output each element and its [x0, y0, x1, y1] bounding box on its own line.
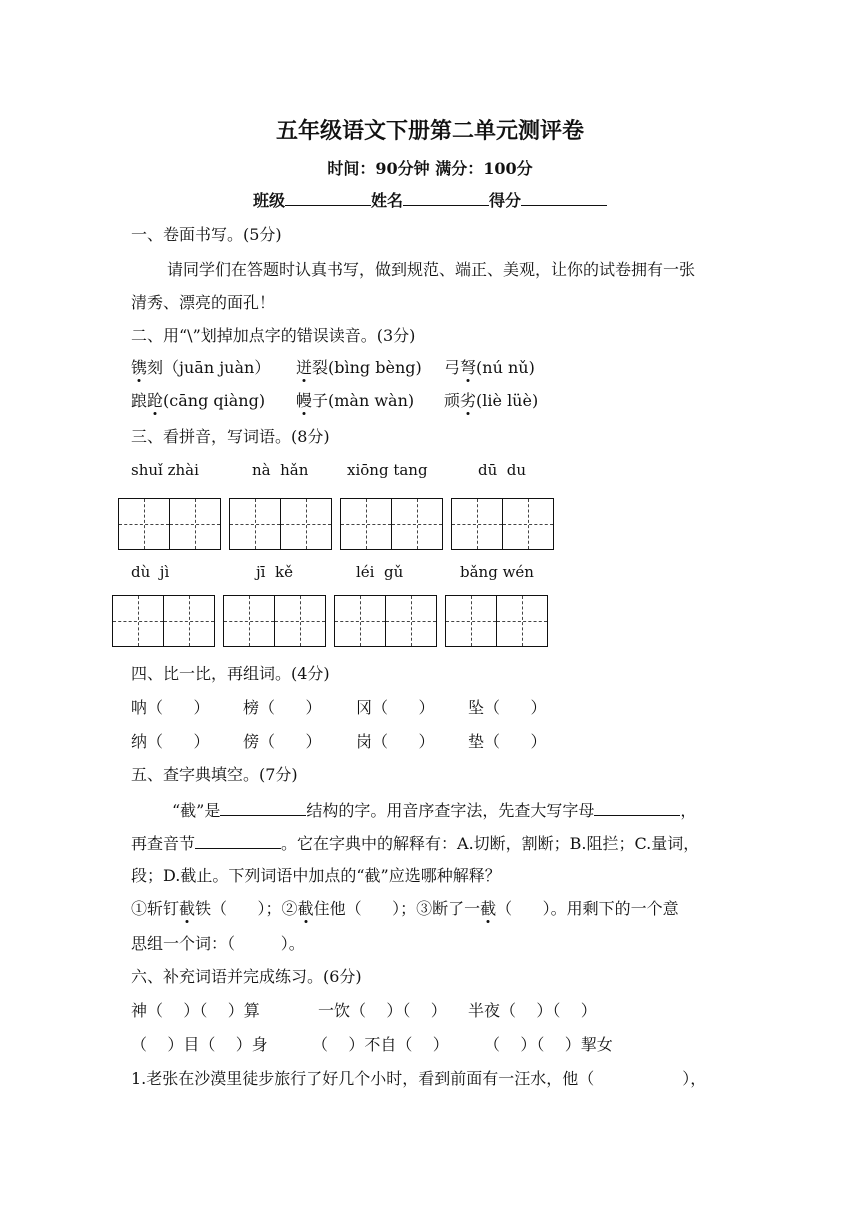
- score-label: 得分: [489, 191, 522, 210]
- writing-grid[interactable]: [340, 498, 443, 550]
- compare-item: 傍（ ）: [243, 732, 322, 751]
- pinyin-label: léi gǔ: [356, 563, 404, 581]
- section-5-heading: 五、查字典填空。(7分): [131, 765, 298, 784]
- section-1-heading: 一、卷面书写。(5分): [131, 225, 282, 244]
- pinyin-item: 迸裂(bìng bèng): [296, 358, 422, 377]
- section-6-heading: 六、补充词语并完成练习。(6分): [131, 967, 362, 986]
- pinyin-label: xiōng tang: [347, 461, 428, 479]
- letter-blank[interactable]: [594, 799, 680, 816]
- compare-item: 呐（ ）: [131, 698, 210, 717]
- name-blank[interactable]: [403, 189, 489, 206]
- pinyin-item: 弓弩(nú nǔ): [444, 358, 535, 377]
- idiom-item: 半夜（ ）（ ）: [468, 1001, 597, 1020]
- writing-grid[interactable]: [334, 595, 437, 647]
- pinyin-label: dù jì: [131, 563, 170, 581]
- question-1: 1.老张在沙漠里徒步旅行了好几个小时，看到前面有一汪水，他（ ），: [131, 1069, 707, 1088]
- idiom-item: （ ）不自（ ）: [312, 1035, 449, 1054]
- writing-grid[interactable]: [445, 595, 548, 647]
- pinyin-item: 踉跄(cāng qiàng): [131, 391, 266, 410]
- pinyin-label: shuǐ zhài: [131, 461, 199, 479]
- student-info-line: [0, 188, 860, 211]
- idiom-item: 一饮（ ）（ ）: [318, 1001, 447, 1020]
- pinyin-label: bǎng wén: [460, 563, 534, 581]
- compare-item: 榜（ ）: [243, 698, 322, 717]
- writing-grid[interactable]: [451, 498, 554, 550]
- idiom-item: （ ）目（ ）身: [131, 1035, 268, 1054]
- pinyin-label: dū du: [478, 461, 527, 479]
- writing-grid[interactable]: [223, 595, 326, 647]
- writing-grid[interactable]: [229, 498, 332, 550]
- compare-item: 垫（ ）: [468, 732, 547, 751]
- class-label: 班级: [252, 191, 285, 210]
- compare-item: 纳（ ）: [131, 732, 210, 751]
- dictionary-line-4: ①斩钉截铁（ ）；②截住他（ ）；③断了一截（ ）。用剩下的一个意: [131, 899, 679, 918]
- dictionary-line-5: 思组一个词：（ ）。: [131, 934, 305, 953]
- syllable-blank[interactable]: [195, 832, 281, 849]
- dictionary-line-2: 再查音节 。它在字典中的解释有：A.切断，割断；B.阻拦；C.量词，: [131, 834, 700, 853]
- name-label: 姓名: [370, 191, 403, 210]
- compare-item: 冈（ ）: [356, 698, 435, 717]
- dictionary-line-1: “截”是 结构的字。用音序查字法，先查大写字母 ，: [172, 801, 697, 820]
- pinyin-label: jī kě: [256, 563, 293, 581]
- pinyin-item: 幔子(màn wàn): [296, 391, 415, 410]
- compare-item: 岗（ ）: [356, 732, 435, 751]
- exam-subtitle: 时间：90分钟 满分：100分: [327, 159, 533, 178]
- writing-grid[interactable]: [118, 498, 221, 550]
- score-blank[interactable]: [521, 189, 607, 206]
- idiom-item: 神（ ）（ ）算: [131, 1001, 260, 1020]
- dictionary-line-3: 段；D.截止。下列词语中加点的“截”应选哪种解释？: [131, 866, 501, 885]
- pinyin-item: 镌刻（juān juàn）: [131, 358, 271, 377]
- class-blank[interactable]: [285, 189, 371, 206]
- page-title: 五年级语文下册第二单元测评卷: [275, 118, 584, 144]
- pinyin-item: 顽劣(liè lüè): [444, 391, 539, 410]
- section-2-heading: 二、用“\”划掉加点字的错误读音。(3分): [131, 326, 416, 345]
- section-3-heading: 三、看拼音，写词语。(8分): [131, 427, 330, 446]
- pinyin-label: nà hǎn: [252, 461, 309, 479]
- idiom-item: （ ）（ ）挈女: [484, 1035, 613, 1054]
- structure-blank[interactable]: [220, 799, 306, 816]
- section-1-paragraph-2: 清秀、漂亮的面孔！: [131, 293, 276, 312]
- section-4-heading: 四、比一比，再组词。(4分): [131, 664, 330, 683]
- writing-grid[interactable]: [112, 595, 215, 647]
- section-1-paragraph-1: 请同学们在答题时认真书写，做到规范、端正、美观，让你的试卷拥有一张: [167, 260, 696, 279]
- compare-item: 坠（ ）: [468, 698, 547, 717]
